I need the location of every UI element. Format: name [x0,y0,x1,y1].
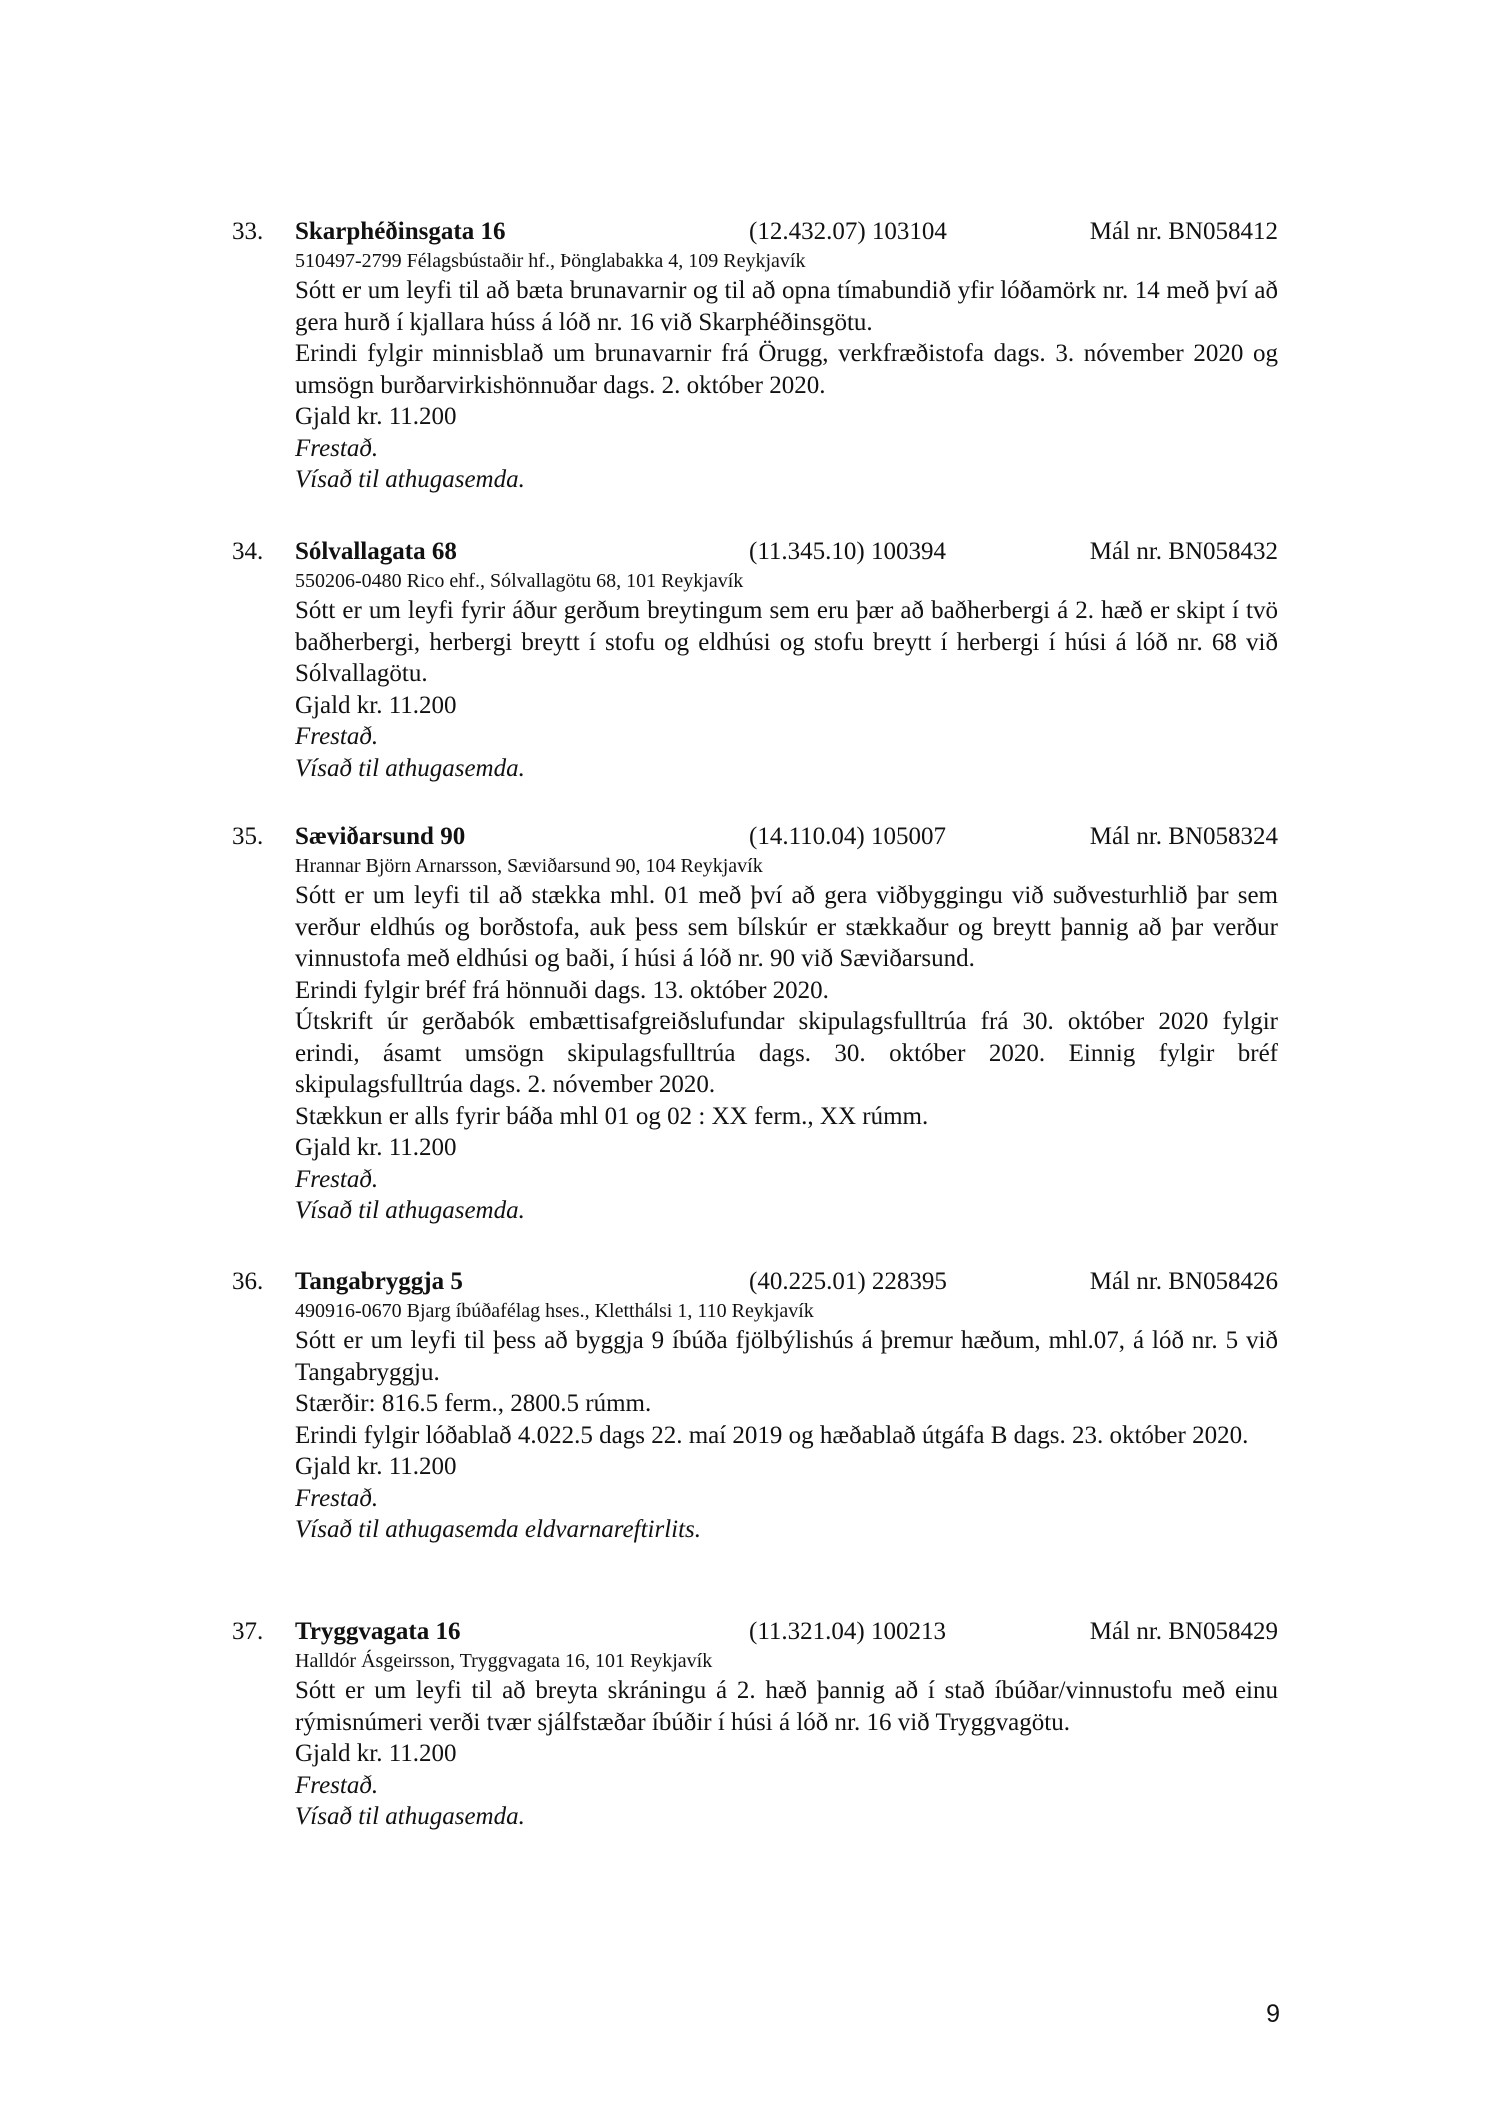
fee: Gjald kr. 11.200 [295,1740,457,1767]
entry-number: 35. [232,823,264,850]
case-number: Mál nr. BN058412 [1089,218,1278,245]
land-reference: (14.110.04) 105007 [749,823,946,850]
status-deferred: Frestað. [295,723,379,750]
status-referral: Vísað til athugasemda. [295,754,525,782]
description-paragraph: Stærðir: 816.5 ferm., 2800.5 rúmm. [295,1390,652,1417]
entry-number: 36. [232,1268,264,1295]
case-number: Mál nr. BN058429 [1089,1618,1278,1645]
status-deferred: Frestað. [295,1165,379,1193]
entry-header [0,535,1500,568]
description-paragraph: Erindi fylgir lóðablað 4.022.5 dags 22. maí 2019 og hæðablað útgáfa B dags. 23. október 2020. [295,1421,1249,1449]
applicant: 550206-0480 Rico ehf., Sólvallagötu 68, 101 Reykjavík [295,570,744,592]
description-paragraph: Útskrift úr gerðabók embættisafgreiðslufundar skipulagsfulltrúa frá 30. október 2020 fylgir erindi, ásamt umsögn skipulagsfulltrúa dags. 30. október 2020. Einnig fylgir bréf skipulagsfulltrúa dags. 2. nóvember 2020. [295,1008,1278,1098]
page-number: 9 [1266,2000,1280,2028]
status-deferred: Frestað. [295,1484,379,1512]
status-referral: Vísað til athugasemda. [295,1197,525,1224]
applicant: Halldór Ásgeirsson, Tryggvagata 16, 101 Reykjavík [295,1650,713,1672]
land-reference: (11.345.10) 100394 [749,538,946,565]
case-entry-35 [0,820,1500,1227]
entry-number: 33. [232,218,264,245]
entry-header [0,1615,1500,1648]
applicant: Hrannar Björn Arnarsson, Sæviðarsund 90, 104 Reykjavík [295,855,763,877]
status-referral: Vísað til athugasemda eldvarnareftirlits. [295,1516,702,1543]
land-reference: (40.225.01) 228395 [749,1268,947,1295]
entry-number: 34. [232,538,264,565]
case-entry-37 [0,1615,1500,1833]
status-referral: Vísað til athugasemda. [295,1803,525,1830]
description-paragraph: Erindi fylgir bréf frá hönnuði dags. 13. október 2020. [295,976,829,1004]
entry-header [0,1265,1500,1298]
entry-number: 37. [232,1618,264,1645]
fee: Gjald kr. 11.200 [295,403,457,430]
description-paragraph: Sótt er um leyfi til að bæta brunavarnir og til að opna tímabundið yfir lóðamörk nr. 14 með því að gera hurð í kjallara húss á lóð nr. 16 við Skarphéðinsgötu. [295,277,1278,336]
entry-header [0,820,1500,853]
case-number: Mál nr. BN058426 [1089,1268,1278,1295]
description-paragraph: Sótt er um leyfi fyrir áður gerðum breytingum sem eru þær að baðherbergi á 2. hæð er skipt í tvö baðherbergi, herbergi breytt í stofu og eldhúsi og stofu breytt í herbergi í húsi á lóð nr. 68 við Sólvallagötu. [295,597,1278,687]
status-referral: Vísað til athugasemda. [295,466,525,493]
case-entry-36 [0,1265,1500,1546]
case-entry-33 [0,215,1500,496]
applicant: 490916-0670 Bjarg íbúðafélag hses., Kletthálsi 1, 110 Reykjavík [295,1300,814,1322]
street-address: Tryggvagata 16 [295,1618,461,1645]
status-deferred: Frestað. [295,434,379,462]
description-paragraph: Erindi fylgir minnisblað um brunavarnir frá Örugg, verkfræðistofa dags. 3. nóvember 2020 og umsögn burðarvirkishönnuðar dags. 2. október 2020. [295,340,1278,399]
street-address: Sólvallagata 68 [295,538,457,565]
status-deferred: Frestað. [295,1771,379,1799]
case-number: Mál nr. BN058324 [1089,823,1278,850]
land-reference: (11.321.04) 100213 [749,1618,946,1645]
land-reference: (12.432.07) 103104 [749,218,947,245]
fee: Gjald kr. 11.200 [295,1453,457,1480]
description-paragraph: Stækkun er alls fyrir báða mhl 01 og 02 : XX ferm., XX rúmm. [295,1102,929,1130]
street-address: Sæviðarsund 90 [295,823,466,850]
description-paragraph: Sótt er um leyfi til þess að byggja 9 íbúða fjölbýlishús á þremur hæðum, mhl.07, á lóð nr. 5 við Tangabryggju. [295,1327,1278,1386]
street-address: Skarphéðinsgata 16 [295,218,506,245]
street-address: Tangabryggja 5 [295,1268,463,1295]
applicant: 510497-2799 Félagsbústaðir hf., Þönglabakka 4, 109 Reykjavík [295,250,806,272]
case-entry-34 [0,535,1500,784]
case-number: Mál nr. BN058432 [1089,538,1278,565]
fee: Gjald kr. 11.200 [295,1134,457,1161]
description-paragraph: Sótt er um leyfi til að breyta skráningu á 2. hæð þannig að í stað íbúðar/vinnustofu með einu rýmisnúmeri verði tvær sjálfstæðar íbúðir í húsi á lóð nr. 16 við Tryggvagötu. [295,1677,1278,1736]
description-paragraph: Sótt er um leyfi til að stækka mhl. 01 með því að gera viðbyggingu við suðvesturhlið þar sem verður eldhús og borðstofa, auk þess sem bílskúr er stækkaður og breytt þannig að þar verður vinnustofa með eldhúsi og baði, í húsi á lóð nr. 90 við Sæviðarsund. [295,882,1278,972]
fee: Gjald kr. 11.200 [295,691,457,719]
entry-header [0,215,1500,248]
